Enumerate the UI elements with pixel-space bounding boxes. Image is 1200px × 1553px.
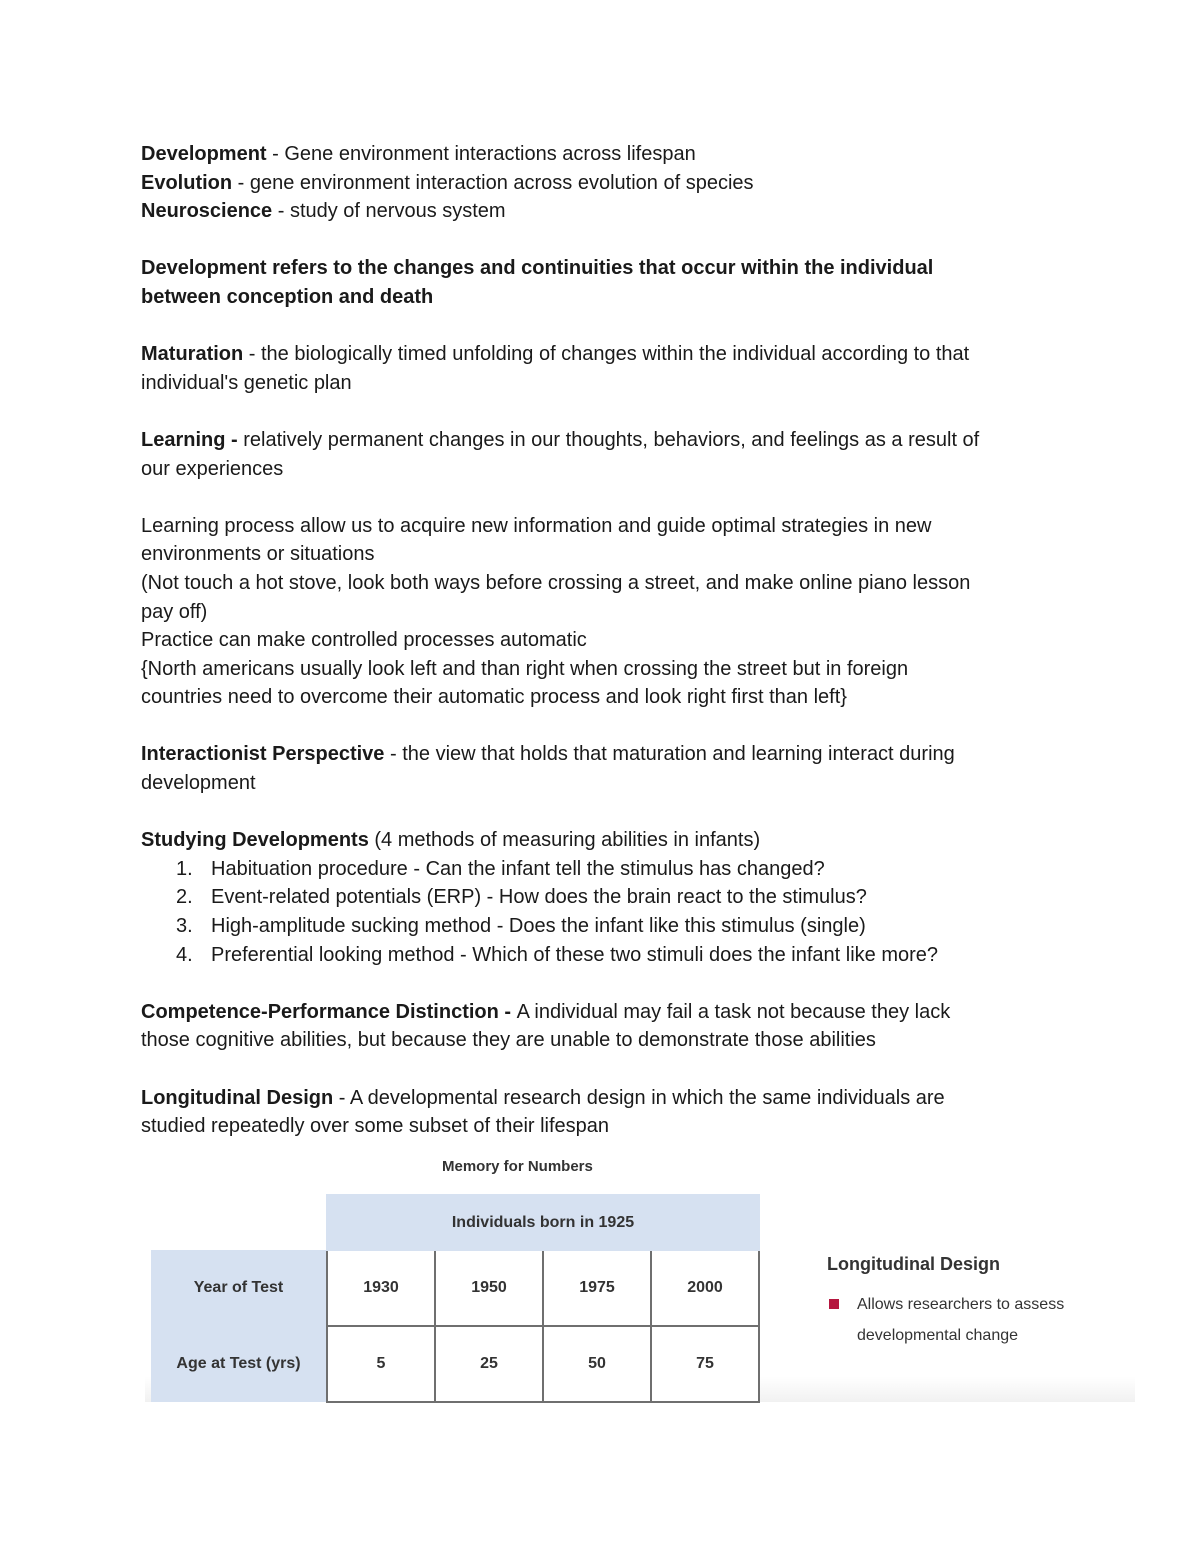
learning-process-line: countries need to overcome their automatic process and look right first than left}	[141, 686, 847, 709]
figure-side-panel	[827, 1254, 1127, 1351]
table-row	[151, 1250, 759, 1326]
list-item-text: Preferential looking method - Which of these two stimuli does the infant like more?	[211, 943, 939, 966]
list-item-text: Habituation procedure - Can the infant tell the stimulus has changed?	[211, 857, 825, 880]
definition-development	[141, 140, 1061, 169]
table-row-header: Year of Test	[151, 1250, 327, 1326]
table-cell: 25	[435, 1326, 543, 1402]
table-cell: 50	[543, 1326, 651, 1402]
term-label: Development	[141, 143, 267, 165]
term-label: Maturation	[141, 343, 244, 366]
learning-definition-cont: our experiences	[141, 457, 284, 480]
competence-definition-cont: those cognitive abilities, but because they are unable to demonstrate those abilities	[141, 1029, 876, 1052]
side-bullet-line-2: developmental change	[857, 1327, 1019, 1344]
list-item-text: Event-related potentials (ERP) - How does the brain react to the stimulus?	[211, 886, 867, 909]
learning-process-line: Practice can make controlled processes automatic	[141, 629, 587, 652]
list-item	[141, 912, 1061, 941]
term-label: Longitudinal Design	[141, 1086, 334, 1109]
side-bullet-line-1: Allows researchers to assess	[857, 1296, 1065, 1313]
definition-text: (4 methods of measuring abilities in infants)	[368, 829, 761, 852]
development-statement-line-1: Development refers to the changes and continuities that occur within the individual	[141, 257, 934, 280]
list-number: 1.	[176, 857, 193, 880]
definition-text: - A developmental research design in which the same individuals are	[333, 1086, 945, 1109]
list-number: 2.	[176, 886, 193, 909]
term-label: Interactionist Perspective	[141, 743, 385, 766]
longitudinal-definition-cont: studied repeatedly over some subset of their lifespan	[141, 1115, 610, 1138]
list-item	[141, 941, 1061, 970]
learning-process-line: pay off)	[141, 600, 208, 623]
table-cell: 1950	[435, 1250, 543, 1326]
table-cell: 1930	[327, 1250, 435, 1326]
longitudinal-design-figure	[145, 1148, 1135, 1402]
table-cell: 1975	[543, 1250, 651, 1326]
definition-text: - gene environment interaction across evolution of species	[232, 171, 754, 194]
list-number: 3.	[176, 915, 193, 938]
side-title: Longitudinal Design	[827, 1254, 1000, 1274]
definition-evolution	[141, 169, 1061, 198]
table-row	[151, 1326, 759, 1402]
learning-process-line: (Not touch a hot stove, look both ways before crossing a street, and make online piano lesson	[141, 571, 971, 594]
table-cell: 5	[327, 1326, 435, 1402]
definition-text: - the view that holds that maturation and learning interact during	[384, 743, 955, 766]
term-label: Learning -	[141, 428, 244, 451]
figure-title: Memory for Numbers	[442, 1158, 593, 1175]
definition-text: - study of nervous system	[272, 200, 506, 223]
interactionist-definition	[141, 740, 1061, 769]
development-statement-line-2: between conception and death	[141, 285, 434, 308]
definition-text: - Gene environment interactions across lifespan	[266, 143, 696, 165]
table-row-header: Age at Test (yrs)	[151, 1326, 327, 1402]
table-cell: 75	[651, 1326, 759, 1402]
definition-neuroscience	[141, 197, 1061, 226]
maturation-definition	[141, 340, 1061, 369]
studying-developments-heading	[141, 826, 1061, 855]
longitudinal-definition	[141, 1084, 1061, 1113]
definition-text: A individual may fail a task not because they lack	[516, 1000, 951, 1023]
memory-table	[151, 1194, 760, 1403]
list-item	[141, 883, 1061, 912]
maturation-definition-cont: individual's genetic plan	[141, 371, 352, 394]
definition-text: relatively permanent changes in our thoughts, behaviors, and feelings as a result of	[243, 428, 980, 451]
list-item-text: High-amplitude sucking method - Does the infant like this stimulus (single)	[211, 915, 866, 938]
term-label: Neuroscience	[141, 200, 273, 223]
methods-list	[141, 855, 1061, 969]
list-item	[141, 855, 1061, 884]
interactionist-definition-cont: development	[141, 772, 256, 795]
term-label: Evolution	[141, 171, 233, 194]
learning-process-line: {North americans usually look left and than right when crossing the street but in foreign	[141, 657, 909, 680]
square-bullet-icon	[829, 1299, 839, 1309]
table-cell: 2000	[651, 1250, 759, 1326]
learning-process-line: Learning process allow us to acquire new information and guide optimal strategies in new	[141, 514, 932, 537]
learning-definition	[141, 426, 1061, 455]
term-label: Competence-Performance Distinction -	[141, 1000, 517, 1023]
table-group-header: Individuals born in 1925	[327, 1195, 759, 1250]
competence-definition	[141, 998, 1061, 1027]
definition-text: - the biologically timed unfolding of changes within the individual according to that	[243, 343, 970, 366]
document-body	[141, 140, 1061, 1141]
list-number: 4.	[176, 943, 193, 966]
side-bullet	[827, 1289, 1127, 1351]
learning-process-line: environments or situations	[141, 543, 375, 566]
table-corner	[151, 1195, 327, 1250]
term-label: Studying Developments	[141, 829, 369, 852]
